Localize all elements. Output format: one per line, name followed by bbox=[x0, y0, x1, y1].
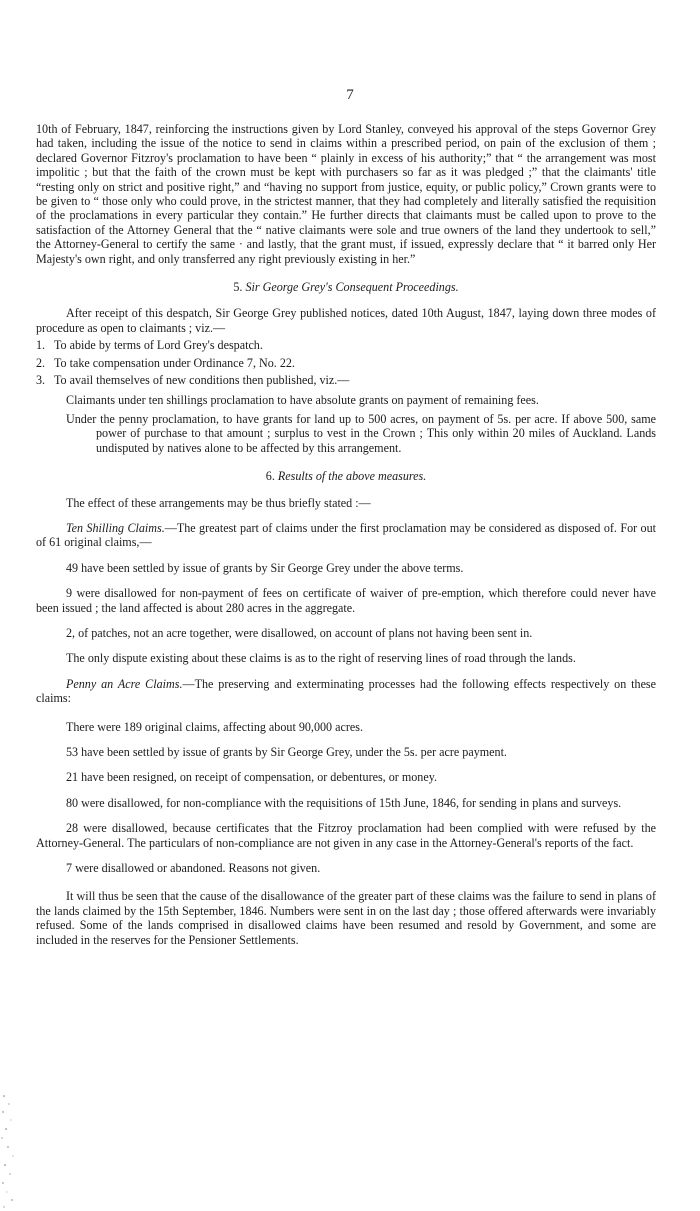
ten-shilling-item: The only dispute existing about these claims is as to the right of reserving lines of road through the lands. bbox=[66, 651, 576, 666]
section-heading-6 bbox=[36, 469, 656, 483]
paragraph-penny-acre: Penny an Acre Claims.—The preserving and exterminating processes had the following effects respectively on these claims: bbox=[36, 676, 657, 706]
penny-label: Penny an Acre Claims. bbox=[66, 676, 183, 691]
penny-item: There were 189 original claims, affecting about 90,000 acres. bbox=[66, 719, 363, 734]
paragraph-notices: After receipt of this despatch, Sir George Grey published notices, dated 10th August, 1847, laying down three modes of procedure as open to claimants ; viz.— bbox=[36, 306, 656, 335]
paragraph-despatch: 10th of February, 1847, reinforcing the instructions given by Lord Stanley, conveyed his approval of the steps Governor Grey had taken, including the issue of the notice to send in claims within a prescribed period, on pain of the exclusion of them ; declared Governor Fitzroy's proclamation to have been “ plainly in excess of his authority;” that “ the arrangement was most impolitic ; but that the faith of the crown must be kept with purchasers so far as it was pledged ;” that the claimants' title “resting only on strict and positive right,” and “having no support from justice, equity, or public policy,” Crown grants were to be given to “ those only who could prove, in the strictest manner, that they had completely and literally satisfied the requisition of the proclamations in every particular they contain.” He further directs that claimants must be called upon to prove to the satisfaction of the Attorney General that the “ native claimants were sole and true owners of the land they undertook to sell,” the Attorney-General to certify the same · and lastly, that the grant must, if issued, expressly declare that “ it barred only Her Majesty's own right, and only transferred any right previously existing in her.” bbox=[36, 122, 656, 266]
ten-shilling-item: 49 have been settled by issue of grants by Sir George Grey under the above terms. bbox=[66, 560, 464, 575]
list-item: 2. To take compensation under Ordinance 7, No. 22. bbox=[36, 355, 295, 370]
section-title: Sir George Grey's Consequent Proceedings. bbox=[245, 280, 459, 295]
section-number: 6. bbox=[265, 469, 275, 484]
document-body bbox=[36, 86, 656, 947]
ten-shilling-item: 9 were disallowed for non-payment of fees on certificate of waiver of pre-emption, which therefore could never have been issued ; the land affected is about 280 acres in the aggregate. bbox=[36, 586, 656, 615]
section-number: 5. bbox=[233, 280, 243, 295]
page-number: 7 bbox=[346, 87, 354, 103]
section-title: Results of the above measures. bbox=[277, 469, 427, 484]
list-item: 1. To abide by terms of Lord Grey's despatch. bbox=[36, 338, 263, 353]
penny-item: 7 were disallowed or abandoned. Reasons not given. bbox=[66, 861, 321, 876]
penny-item: 80 were disallowed, for non-compliance with the requisitions of 15th June, 1846, for sending in plans and surveys. bbox=[66, 795, 622, 810]
paragraph-conclusion: It will thus be seen that the cause of the disallowance of the greater part of these claims was the failure to send in plans of the lands claimed by the 15th September, 1846. Numbers were sent in on the last day ; those offered afterwards were invariably refused. Some of the lands comprised in disallowed claims have been resumed and resold by Government, and some are included in the reserves for the Pensioner Settlements. bbox=[36, 889, 656, 947]
ten-shilling-label: Ten Shilling Claims. bbox=[66, 520, 165, 535]
penny-item: 28 were disallowed, because certificates that the Fitzroy proclamation had been complied with were refused by the Attorney-General. The particulars of non-compliance are not given in any case in the Attorney-General's reports of the fact. bbox=[36, 821, 656, 850]
list-item: 3. To avail themselves of new conditions then published, viz.— bbox=[36, 373, 350, 388]
paragraph-effect: The effect of these arrangements may be thus briefly stated :— bbox=[66, 495, 371, 510]
scan-speckle-decoration bbox=[0, 1090, 24, 1211]
ten-shilling-item: 2, of patches, not an acre together, were disallowed, on account of plans not having been sent in. bbox=[66, 625, 533, 640]
condition-ten-shilling: Claimants under ten shillings proclamation to have absolute grants on payment of remaining fees. bbox=[66, 392, 539, 407]
penny-item: 53 have been settled by issue of grants by Sir George Grey, under the 5s. per acre payment. bbox=[66, 745, 507, 759]
section-heading-5 bbox=[36, 280, 656, 294]
paragraph-ten-shilling: Ten Shilling Claims.—The greatest part of claims under the first proclamation may be considered as disposed of. For out of 61 original claims,— bbox=[36, 520, 656, 550]
penny-item: 21 have been resigned, on receipt of compensation, or debentures, or money. bbox=[66, 770, 437, 785]
procedure-list bbox=[36, 338, 656, 387]
condition-penny: Under the penny proclamation, to have grants for land up to 500 acres, on payment of 5s. per acre. If above 500, same power of purchase to that amount ; surplus to vest in the Crown ; This only within 20 miles of Auckland. Lands undisputed by natives alone to be affected by this arrangement. bbox=[66, 411, 656, 455]
